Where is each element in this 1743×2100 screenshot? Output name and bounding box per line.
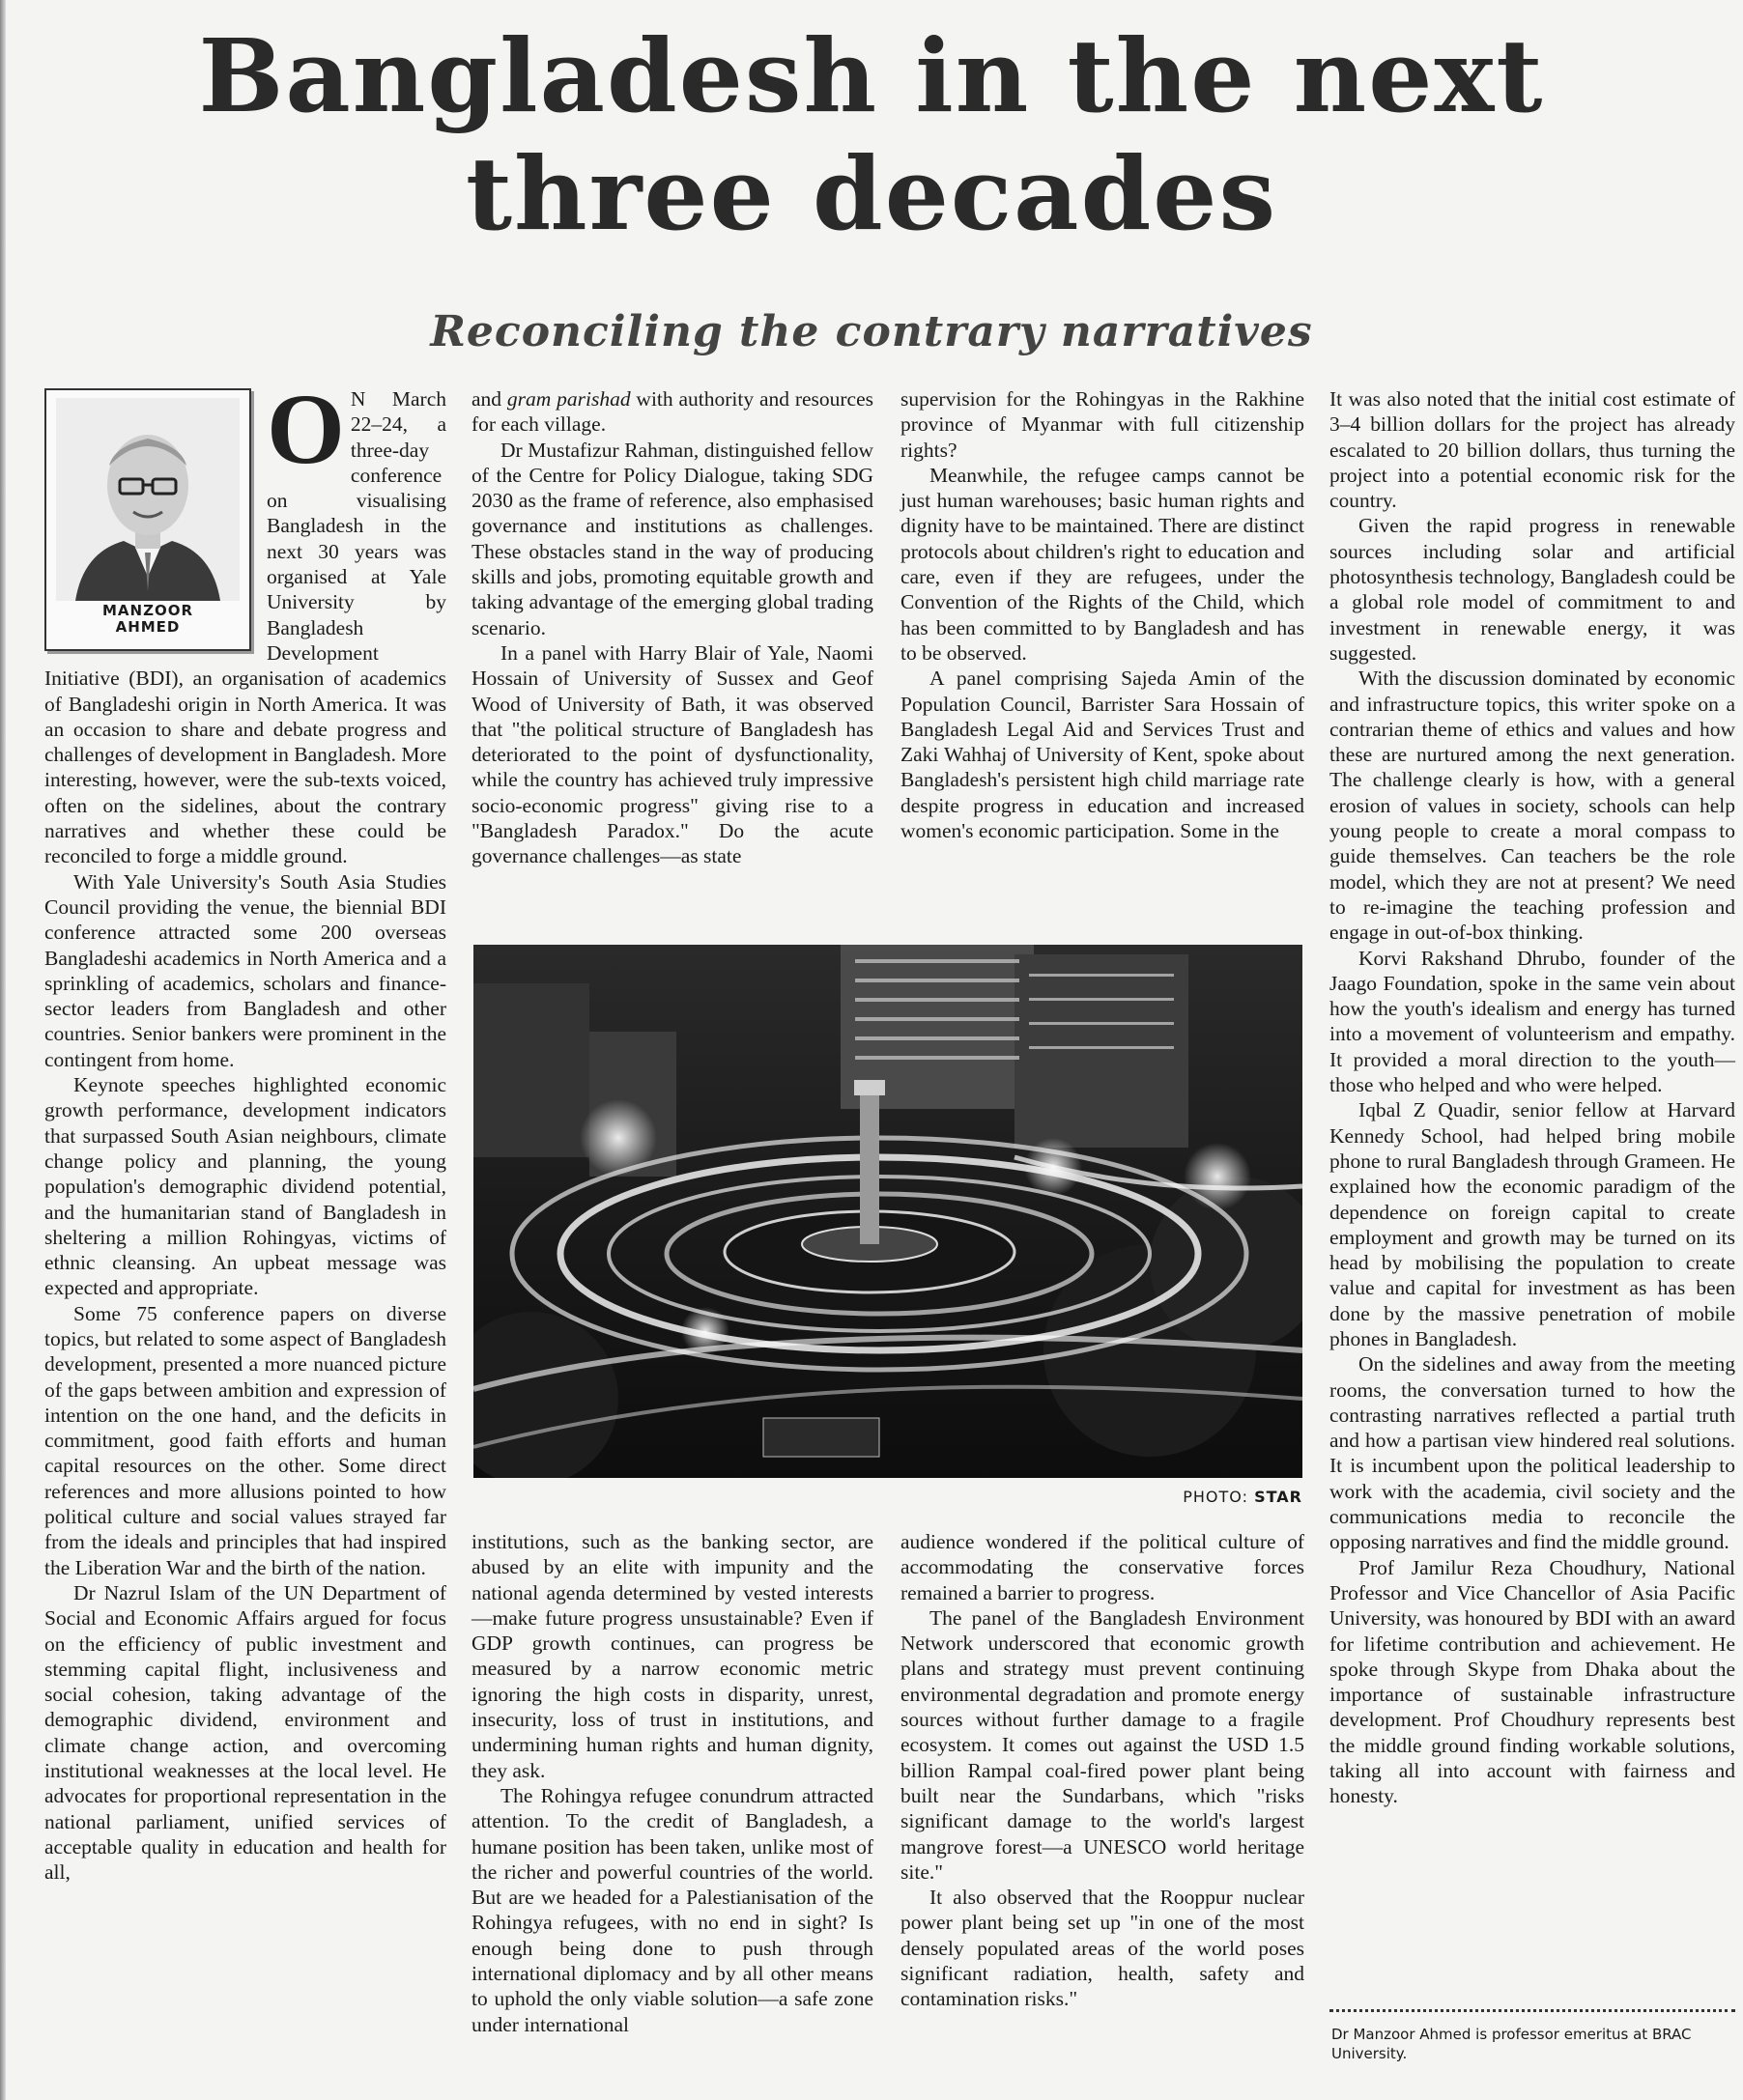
credit-label: PHOTO: [1183, 1488, 1248, 1506]
headline [0, 17, 1743, 253]
paragraph: audience wondered if the political culture of accommodating the conservative forces remained a barrier to progress. [900, 1530, 1304, 1604]
text-run: and [471, 387, 502, 411]
credit-source: STAR [1254, 1488, 1302, 1506]
author-first-name: MANZOOR [101, 602, 194, 619]
paragraph: Some 75 conference papers on diverse topics, but related to some aspect of Bangladesh development, presented a more nuanced picture of the gaps between ambition and expression of intention on the one hand, and the deficits in commitment, good faith efforts and human capital resources on the other. Some direct references and more allusions pointed to how political culture and social values strayed far from the ideals and principles that had inspired the Liberation War and the birth of the nation. [44, 1301, 446, 1579]
paragraph: Dr Mustafizur Rahman, distinguished fellow of the Centre for Policy Dialogue, taking SDG 2030 as the frame of reference, also emphasised governance and institutions as challenges. These obstacles stand in the way of producing skills and jobs, promoting equitable growth and taking advantage of the emerging global trading scenario. [471, 438, 873, 639]
author-name [46, 603, 249, 636]
article-column-1 [44, 374, 446, 1886]
article-column-2-continued [471, 1529, 873, 2037]
paragraph: Keynote speeches highlighted economic growth performance, development indicators that surpassed South Asian neighbours, climate change policy and planning, the young population's demographic dividend potential, and the humanitarian stand of Bangladesh in sheltering a million Rohingyas, victims of ethnic cleansing. An upbeat message was expected and appropriate. [44, 1073, 446, 1300]
author-box [44, 388, 251, 651]
paragraph: In a panel with Harry Blair of Yale, Naomi Hossain of University of Sussex and Geof Wood of University of Bath, it was observed that "the political structure of Bangladesh has deteriorated to the point of dysfunctionality, while the country has achieved truly impressive socio-economic progress" giving rise to a "Bangladesh Paradox." Do the acute governance challenges—as state [471, 640, 873, 868]
headline-line-1: Bangladesh in the next [198, 16, 1545, 135]
paragraph: Dr Nazrul Islam of the UN Department of Social and Economic Affairs argued for focus on the efficiency of public investment and stemming capital flight, inclusiveness and social cohesion, taking advantage of the demographic dividend, environment and climate change action, and overcoming institutional weaknesses at the local level. He advocates for proportional representation in the national parliament, unified services of acceptable quality in education and health for all, [44, 1580, 446, 1885]
paragraph: Iqbal Z Quadir, senior fellow at Harvard Kennedy School, had helped bring mobile phone to rural Bangladesh through Grameen. He explained how the economic paradigm of the dependence on foreign capital to create employment and growth may be turned on its head by mobilising the population to create value and capital for investment as has been done by the massive penetration of mobile phones in Bangladesh. [1329, 1098, 1735, 1350]
article-column-4 [1329, 386, 1735, 1809]
roundabout-night-photo [473, 945, 1302, 1478]
paragraph: On the sidelines and away from the meeting rooms, the conversation turned to how the contrasting narratives reflected a partial truth and how a partisan view hindered real solutions. It is incumbent upon the political leadership to work with the academia, civil society and the communications media to reconcile the opposing narratives and find the middle ground. [1329, 1352, 1735, 1554]
article-column-3 [900, 386, 1304, 843]
italic-term: gram parishad [506, 387, 631, 411]
paragraph: N March 22–24, a three-day conference on visualising Bangladesh in the next 30 years was organised at Yale University by Bangladesh Development Initiative (BDI), an organisation of academics of Bangladeshi origin in North America. It was an occasion to share and debate progress and challenges of development in Bangladesh. More interesting, however, were the sub-texts voiced, often on the sidelines, about the contrary narratives and whether these could be reconciled to forge a middle ground. [44, 387, 446, 868]
paragraph [471, 386, 873, 438]
paragraph: It also observed that the Rooppur nuclear power plant being set up "in one of the most densely populated areas of the world poses significant radiation, health, safety and contamination risks." [900, 1886, 1304, 2011]
paragraph: Korvi Rakshand Dhrubo, founder of the Jaago Foundation, spoke in the same vein about how the youth's idealism and energy has turned into a movement of volunteerism and empathy. It provided a moral direction to the youth—those who helped and who were helped. [1329, 946, 1735, 1097]
paragraph: Meanwhile, the refugee camps cannot be just human warehouses; basic human rights and dignity have to be maintained. There are distinct protocols about children's right to education and care, even if they are refugees, under the Convention of the Rights of the Child, which has been committed to by Bangladesh and has to be observed. [900, 463, 1304, 665]
photo-credit [1140, 1488, 1302, 1506]
bio-divider [1329, 2009, 1735, 2012]
paragraph: institutions, such as the banking sector, are abused by an elite with impunity and the national agenda determined by vested interests—make future progress unsustainable? Even if GDP growth continues, can progress be measured by a narrow economic metric ignoring the high costs in disparity, unrest, insecurity, loss of trust in institutions, and undermining human rights and human dignity, they ask. [471, 1530, 873, 1782]
author-last-name: AHMED [115, 618, 181, 636]
paragraph: With Yale University's South Asia Studies Council providing the venue, the biennial BDI conference attracted some 200 overseas Bangladeshi academics in North America and a sprinkling of academics, scholars and finance-sector leaders from Bangladesh and other countries. Senior bankers were prominent in the contingent from home. [44, 869, 446, 1071]
paragraph: supervision for the Rohingyas in the Rakhine province of Myanmar with full citizenship rights? [900, 387, 1304, 462]
paragraph: It was also noted that the initial cost estimate of 3–4 billion dollars for the project has already escalated to 20 billion dollars, thus turning the project into a potential economic risk for the country. [1329, 387, 1735, 513]
article-column-2 [471, 386, 873, 869]
text-run: with authority and resources for each village. [471, 387, 873, 437]
drop-cap: O [267, 374, 345, 485]
paragraph: With the discussion dominated by economic and infrastructure topics, this writer spoke on a contrarian theme of ethics and values and how these are nurtured among the next generation. The challenge clearly is how, with a general erosion of values in society, schools can help young people to create a moral compass to guide themselves. Can teachers be the role model, which they are not at present? We need to re-imagine the teaching profession and engage in out-of-box thinking. [1329, 667, 1735, 945]
author-bio: Dr Manzoor Ahmed is professor emeritus at BRAC University. [1331, 2026, 1692, 2062]
subheadline: Reconciling the contrary narratives [430, 307, 1313, 356]
paragraph: Prof Jamilur Reza Choudhury, National Professor and Vice Chancellor of Asia Pacific University, was honoured by BDI with an award for lifetime contribution and achievement. He spoke through Skype from Dhaka about the importance of sustainable infrastructure development. Prof Choudhury represents best the middle ground finding workable solutions, taking all into account with fairness and honesty. [1329, 1555, 1735, 1808]
paragraph: Given the rapid progress in renewable sources including solar and artificial photosynthesis technology, Bangladesh could be a global role model of commitment to and investment in renewable energy, it was suggested. [1329, 514, 1735, 665]
paragraph: The panel of the Bangladesh Environment Network underscored that economic growth plans and strategy must prevent continuing environmental degradation and promote energy sources without further damage to a fragile ecosystem. It comes out against the USD 1.5 billion Rampal coal-fired power plant being built near the Sundarbans, which "risks significant damage to the world's largest mangrove forest—a UNESCO world heritage site." [900, 1605, 1304, 1884]
paragraph: A panel comprising Sajeda Amin of the Population Council, Barrister Sara Hossain of Bangladesh Legal Aid and Services Trust and Zaki Wahhaj of University of Kent, spoke about Bangladesh's persistent high child marriage rate despite progress in education and increased women's economic participation. Some in the [900, 667, 1304, 843]
paragraph: The Rohingya refugee conundrum attracted attention. To the credit of Bangladesh, a humane position has been taken, unlike most of the richer and powerful countries of the world. But are we headed for a Palestianisation of the Rohingya refugees, with no end in sight? Is enough being done to push through international diplomacy and by all other means to uphold the only viable solution—a safe zone under international [471, 1783, 873, 2036]
headline-line-2: three decades [465, 134, 1278, 253]
article-column-3-continued [900, 1529, 1304, 2012]
author-portrait [56, 398, 240, 601]
